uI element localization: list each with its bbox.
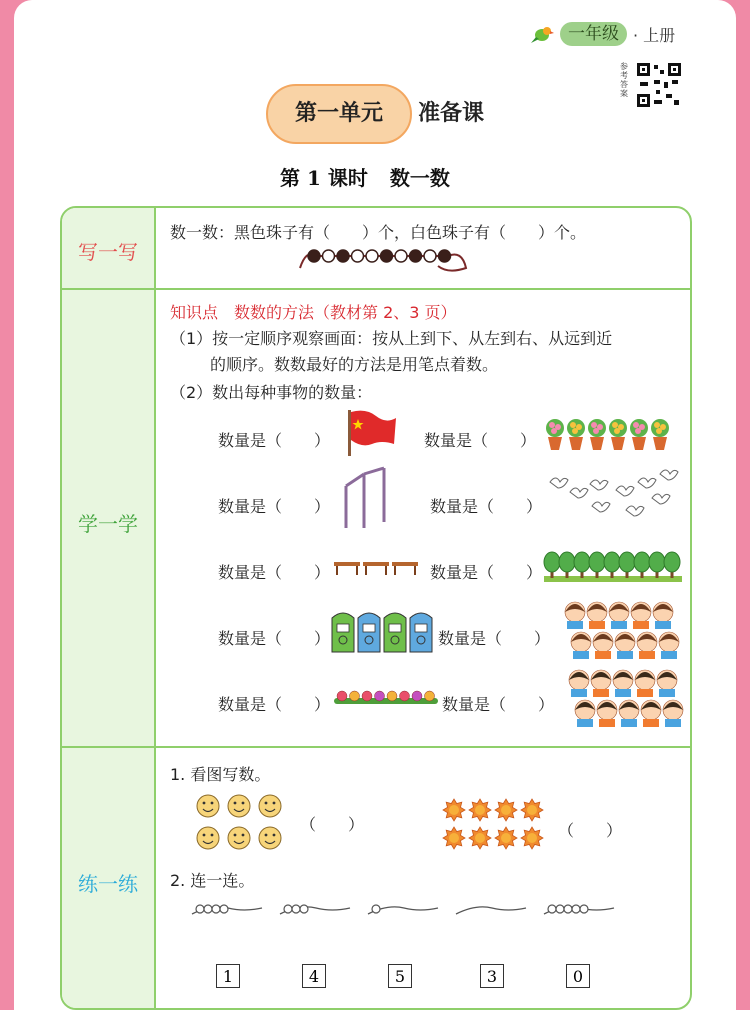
row-divider [62,746,690,748]
tree [589,552,605,578]
learn-section-label: 学一学 [78,512,138,536]
tree [634,552,650,578]
dove [590,480,608,490]
flower [425,691,435,701]
bead-string-3 [280,905,350,914]
tree [559,552,575,578]
bench [334,562,360,575]
child [631,602,651,629]
count-blank: 数量是（ ） [442,695,555,714]
flower-pot [567,419,585,450]
child [569,670,589,697]
flower [350,691,360,701]
child [641,700,661,727]
smiley-face-icon [196,794,282,852]
count-blank: 数量是（ ） [218,431,331,450]
dove [570,488,588,498]
exercise-table [60,206,692,1010]
write-section-label: 写一写 [78,240,138,264]
dove-icon [542,470,678,526]
number-card[interactable]: 3 [480,964,504,988]
flower-pot [546,419,564,450]
method-paragraph-line1: （1）按一定顺序观察画面：按从上到下、从左到右、从远到近 [170,329,613,348]
row-divider [62,288,690,290]
sun [443,799,465,821]
flower [375,691,385,701]
boys-icon [568,666,680,730]
white-bead [395,250,407,262]
white-bead [323,250,335,262]
smiley-face [228,827,250,849]
bench [363,562,389,575]
child [637,632,657,659]
tree [574,552,590,578]
bead-string [298,246,468,276]
white-bead [352,250,364,262]
sun [469,827,491,849]
bead-string-1 [368,905,438,914]
pole-icon [342,464,394,530]
smiley-face [259,795,281,817]
smiley-face [259,827,281,849]
practice-section-label: 练一练 [78,872,138,896]
dove [550,478,568,488]
method-paragraph-line2: 的顺序。数数最好的方法是用笔点着数。 [210,355,499,374]
sun [495,827,517,849]
count-blank: 数量是（ ） [218,629,331,648]
child [565,602,585,629]
dove [592,502,610,512]
dove [660,470,678,480]
flower [400,691,410,701]
tree [619,552,635,578]
qr-code-icon[interactable] [636,62,682,108]
count-blank: 数量是（ ） [218,497,331,516]
black-bead [308,250,320,262]
lesson-title [280,162,450,191]
child [663,700,683,727]
dove [626,506,644,516]
bead-string-5 [544,905,614,914]
tree [649,552,665,578]
parrot-icon [530,23,556,45]
flower-pot [609,419,627,450]
sun [495,799,517,821]
count-blank: 数量是（ ） [438,629,551,648]
trash-bin [384,613,406,652]
lesson-name: 数一数 [389,166,450,190]
smiley-face [228,795,250,817]
tree [604,552,620,578]
child [635,670,655,697]
flower [412,691,422,701]
dove [652,494,670,504]
count-blank: 数量是（ ） [430,497,543,516]
child [597,700,617,727]
flower [337,691,347,701]
smiley-face [197,827,219,849]
sun [443,827,465,849]
smiley-face [197,795,219,817]
flower-pot-icon [544,416,676,452]
number-card[interactable]: 5 [388,964,412,988]
number-card[interactable]: 0 [566,964,590,988]
count-blank: 数量是（ ） [424,431,537,450]
trash-bin [410,613,432,652]
sun [521,799,543,821]
count-blank: 数量是（ ） [218,563,331,582]
count-instruction: （2）数出每种事物的数量： [170,383,373,402]
knowledge-point: 知识点 数数的方法（教材第 2、3 页） [170,303,457,322]
volume-label: · 上册 [633,25,676,45]
child [657,670,677,697]
child [609,602,629,629]
answer-blank: （ ） [558,821,623,840]
trash-bin-icon [330,608,434,654]
tree-icon [544,550,682,584]
child [659,632,679,659]
flower-pot [651,419,669,450]
white-bead [366,250,378,262]
sun-icon [442,798,548,852]
tree [664,552,680,578]
dove [638,478,656,488]
flag-icon [346,410,398,456]
dove [616,486,634,496]
bench-icon [332,560,422,576]
child [591,670,611,697]
number-card[interactable]: 1 [216,964,240,988]
child [653,602,673,629]
flower-pot [588,419,606,450]
trash-bin [332,613,354,652]
white-bead [424,250,436,262]
count-blank: 数量是（ ） [430,563,543,582]
black-bead [439,250,451,262]
child [615,632,635,659]
bead-string-4 [192,905,262,914]
child [571,632,591,659]
number-card[interactable]: 4 [302,964,326,988]
child [619,700,639,727]
unit-title: 第一单元 [266,84,412,144]
child [587,602,607,629]
flower [362,691,372,701]
qr-caption: 参考答案 [620,62,628,98]
child [575,700,595,727]
bead-strings [192,898,622,922]
black-bead [410,250,422,262]
bead-string-0 [456,907,526,914]
practice-question-2: 2. 连一连。 [170,871,255,890]
bench [392,562,418,575]
tree [544,552,560,578]
trash-bin [358,613,380,652]
write-question: 数一数：黑色珠子有（ ）个，白色珠子有（ ）个。 [170,223,587,242]
flower-bed-icon [334,688,438,708]
black-bead [381,250,393,262]
answer-blank: （ ） [300,815,365,834]
black-bead [337,250,349,262]
grade-label: 一年级 [560,22,627,46]
sun [469,799,491,821]
grade-badge [530,22,675,46]
count-blank: 数量是（ ） [218,695,331,714]
lesson-number: 第 1 课时 [280,166,368,190]
child [593,632,613,659]
practice-question-1: 1. 看图写数。 [170,765,271,784]
unit-subtitle: 准备课 [418,101,485,126]
flower [387,691,397,701]
flower-pot [630,419,648,450]
child [613,670,633,697]
sun [521,827,543,849]
girls-icon [564,598,676,662]
